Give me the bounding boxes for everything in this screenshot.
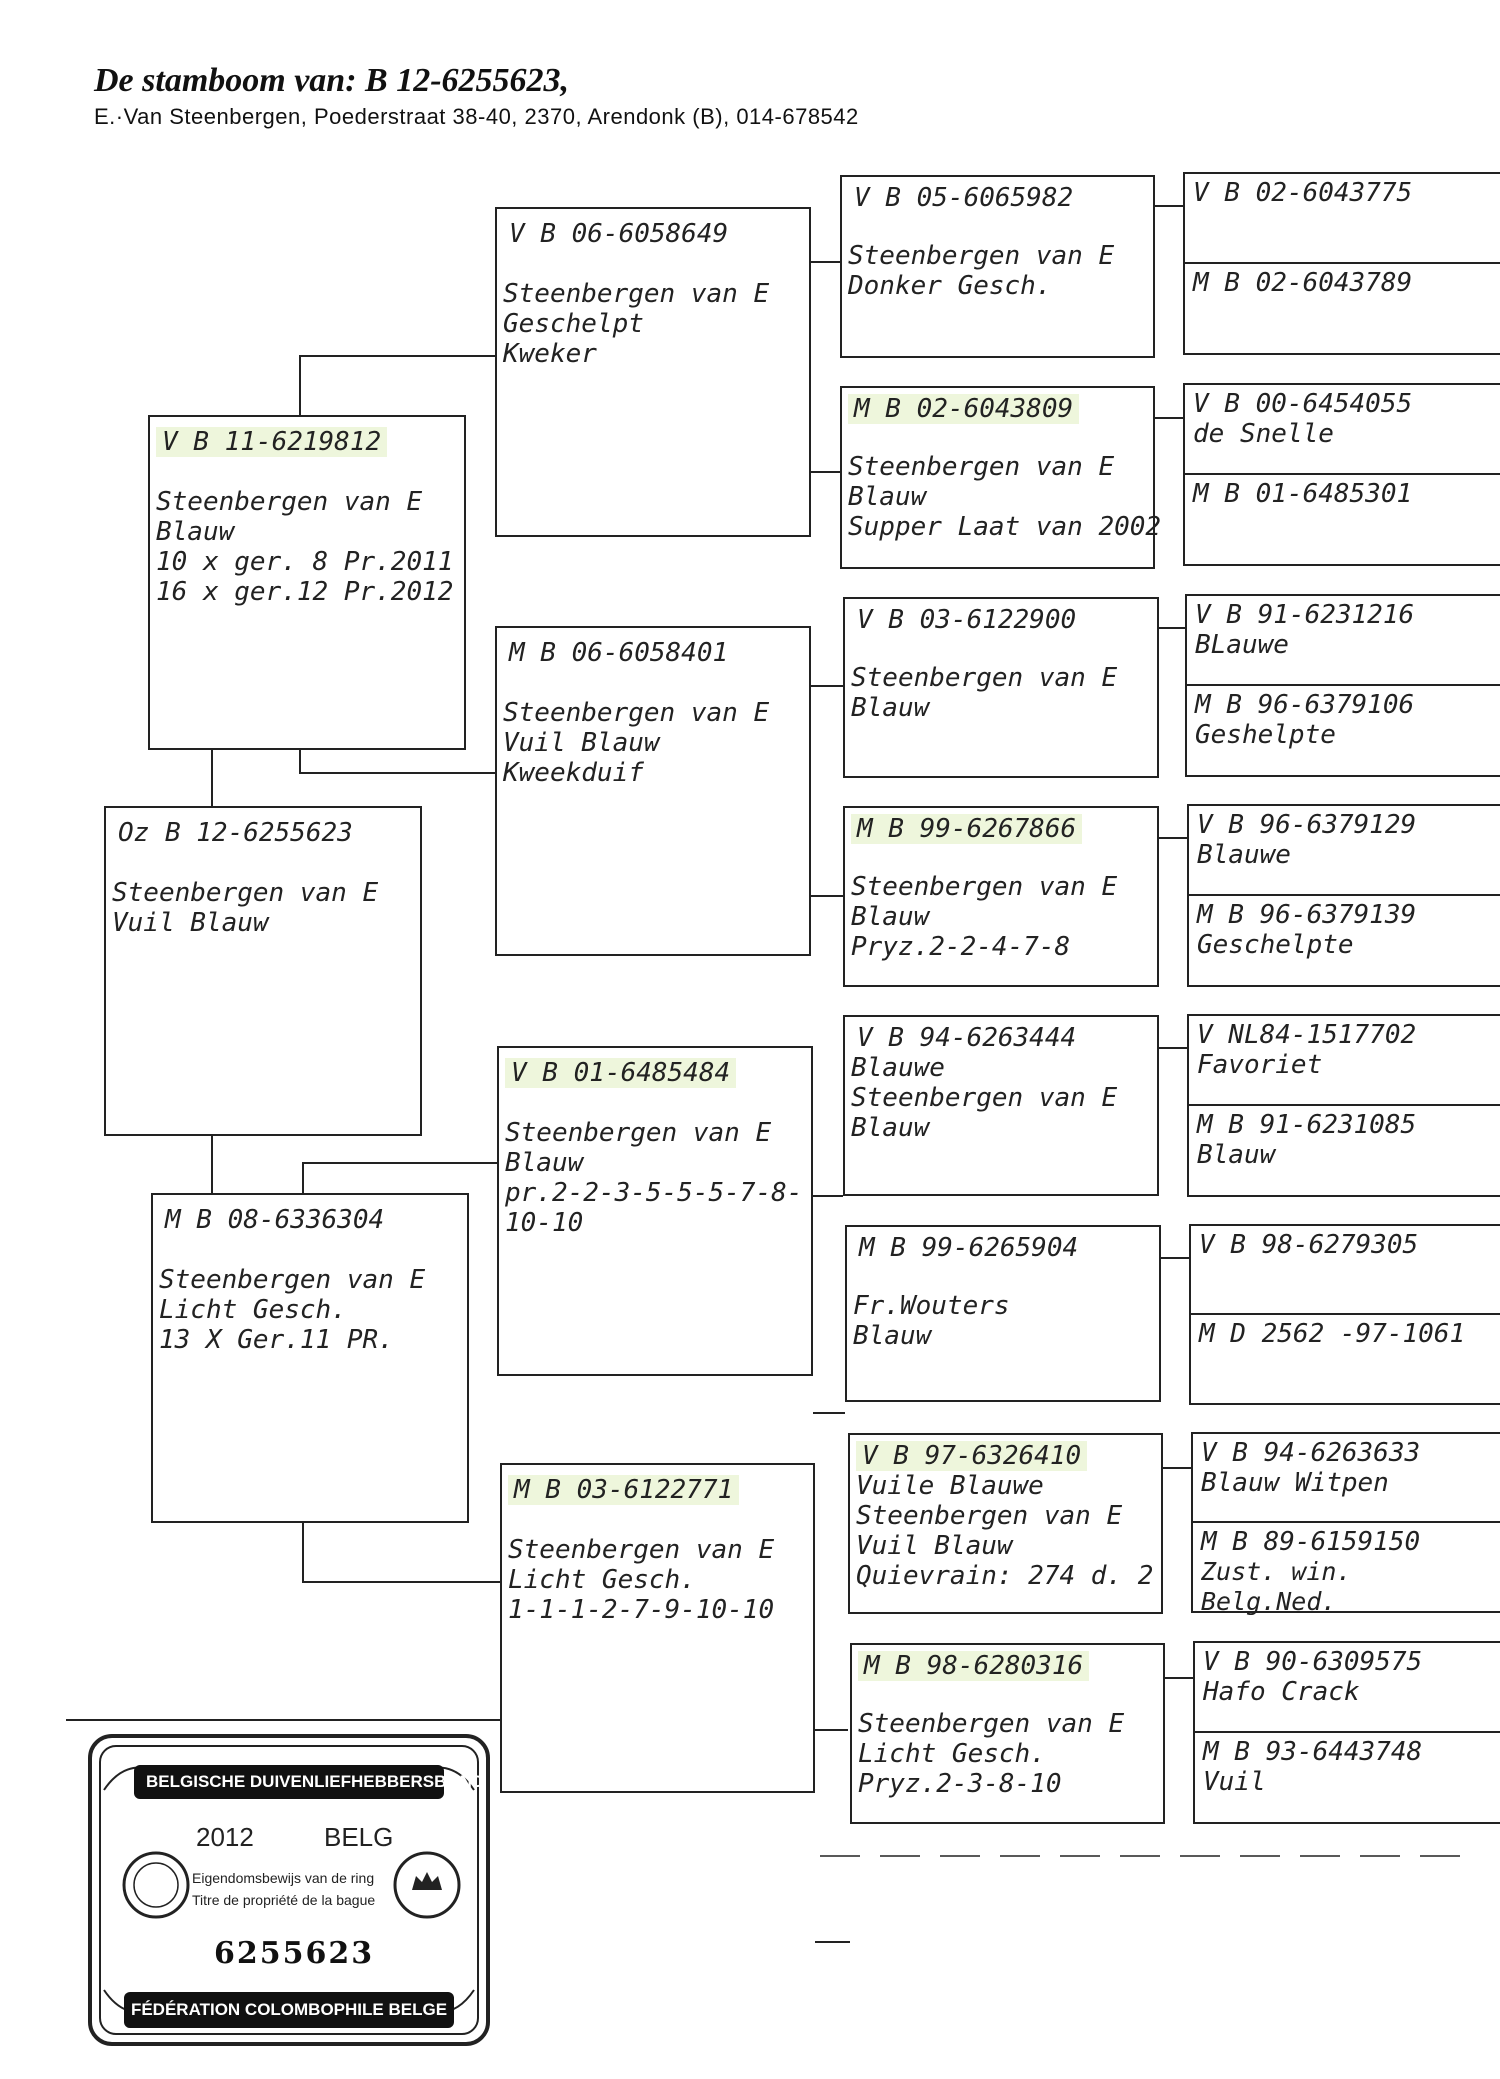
detail-line: Kweker (503, 339, 597, 369)
detail-line: Donker Gesch. (848, 271, 1052, 301)
ring-number: V B 91-6231216 (1195, 600, 1415, 630)
page-title: De stamboom van: B 12-6255623, (94, 62, 570, 99)
detail-line: Blauw (505, 1148, 584, 1178)
detail-line: Steenbergen van E (508, 1535, 775, 1565)
detail-line: Steenbergen van E (505, 1118, 772, 1148)
gg-sire (1189, 806, 1500, 896)
ring-number: V B 01-6485484 (505, 1058, 736, 1088)
detail-line: Blauw Witpen (1201, 1468, 1389, 1498)
card-label-fr: Titre de propriété de la bague (192, 1892, 376, 1908)
detail-line: Hafo Crack (1203, 1677, 1360, 1707)
gg-dam (1195, 1733, 1500, 1823)
detail-line: Blauw (1197, 1139, 1276, 1170)
card-ring-number: 6255623 (214, 1936, 375, 1971)
pedigree-card-gg-grandparents (1187, 1014, 1500, 1197)
ring-number: M B 93-6443748 (1203, 1736, 1423, 1767)
card-org-nl: BELGISCHE DUIVENLIEFHEBBERSBOND (146, 1772, 485, 1791)
detail-line: Vuile Blauwe (856, 1471, 1044, 1501)
detail-line: Licht Gesch. (159, 1295, 347, 1325)
detail-line: Steenbergen van E (159, 1265, 426, 1295)
gg-dam (1189, 896, 1500, 986)
gg-dam (1185, 264, 1500, 354)
connector-line (300, 750, 495, 773)
detail-line: Blauw (851, 902, 930, 932)
ring-number: M B 96-6379106 (1195, 689, 1415, 720)
card-org-fr: FÉDÉRATION COLOMBOPHILE BELGE (130, 2000, 448, 2019)
ring-number: M B 99-6265904 (859, 1233, 1079, 1263)
ring-number: M B 01-6485301 (1193, 478, 1413, 509)
detail-line: Geschelpt (503, 309, 644, 339)
card-label-nl: Eigendomsbewijs van de ring (192, 1870, 375, 1886)
ring-number: M B 02-6043809 (848, 394, 1079, 424)
detail-line: Geschelpte (1197, 929, 1354, 960)
detail-line: Steenbergen van E (156, 487, 423, 517)
pedigree-card-dam (151, 1193, 469, 1523)
gg-sire (1185, 174, 1500, 264)
detail-line: Vuil Blauw (112, 908, 269, 938)
ring-number: M B 03-6122771 (508, 1475, 739, 1505)
ring-number: V B 02-6043775 (1193, 178, 1413, 208)
detail-line: Licht Gesch. (858, 1739, 1046, 1769)
detail-line: Steenbergen van E (851, 1083, 1118, 1113)
detail-line: Blauw (851, 693, 930, 723)
detail-line: Favoriet (1197, 1050, 1323, 1080)
ring-number: V NL84-1517702 (1197, 1020, 1417, 1050)
pedigree-card-subject (104, 806, 422, 1136)
detail-line: Steenbergen van E (848, 241, 1115, 271)
gg-sire (1191, 1226, 1500, 1315)
ring-number: M B 98-6280316 (858, 1651, 1089, 1681)
detail-line: Quievrain: 274 d. 2 (856, 1561, 1154, 1591)
detail-line: Blauw (848, 482, 927, 512)
card-country: BELG (324, 1822, 394, 1852)
detail-line: Blauwe (1197, 840, 1291, 870)
detail-line: 10 x ger. 8 Pr.2011 (156, 547, 454, 577)
ring-number: V B 00-6454055 (1193, 389, 1413, 419)
ring-number: V B 94-6263444 (857, 1023, 1077, 1053)
detail-line: Geshelpte (1195, 719, 1336, 750)
ring-number: M B 06-6058401 (509, 638, 729, 668)
detail-line: Vuil (1203, 1766, 1266, 1797)
detail-line: Fr.Wouters (853, 1291, 1010, 1321)
ring-number: V B 96-6379129 (1197, 810, 1417, 840)
gg-dam (1185, 475, 1500, 565)
ring-number: V B 11-6219812 (156, 427, 387, 457)
detail-line: Steenbergen van E (851, 872, 1118, 902)
detail-line: Blauwe (851, 1053, 945, 1083)
pedigree-card-great-grandparent (843, 597, 1159, 778)
detail-line: Steenbergen van E (851, 663, 1118, 693)
ring-number: M B 96-6379139 (1197, 899, 1417, 930)
pedigree-card-grandparent (500, 1463, 815, 1793)
pedigree-card-gg-grandparents (1185, 594, 1500, 777)
card-year: 2012 (196, 1822, 254, 1852)
detail-line: Blauw (156, 517, 235, 547)
detail-line: Pryz.2-2-4-7-8 (851, 932, 1071, 962)
detail-line: Pryz.2-3-8-10 (858, 1769, 1062, 1799)
connector-line (303, 1523, 500, 1582)
detail-line: Zust. win. Belg.Ned. (1201, 1556, 1352, 1616)
connector-line (300, 356, 495, 415)
ring-number: V B 03-6122900 (857, 605, 1077, 635)
detail-line: Vuil Blauw (856, 1531, 1013, 1561)
gg-sire (1185, 385, 1500, 475)
gg-sire (1195, 1643, 1500, 1733)
pedigree-card-great-grandparent (843, 806, 1159, 987)
detail-line: de Snelle (1193, 419, 1334, 449)
pedigree-card-great-grandparent (845, 1225, 1161, 1402)
ring-number: M B 91-6231085 (1197, 1109, 1417, 1140)
ring-ownership-card (84, 1730, 494, 2050)
connector-line (303, 1163, 497, 1193)
pedigree-card-great-grandparent (850, 1643, 1165, 1824)
ring-number: V B 97-6326410 (856, 1441, 1087, 1471)
detail-line: pr.2-2-3-5-5-5-7-8- (505, 1178, 803, 1208)
detail-line: Supper Laat van 2002 (848, 512, 1162, 542)
detail-line: BLauwe (1195, 630, 1289, 660)
ring-number: Oz B 12-6255623 (118, 818, 353, 848)
ring-number: V B 94-6263633 (1201, 1438, 1421, 1468)
pedigree-card-gg-grandparents (1187, 804, 1500, 987)
ring-number: V B 06-6058649 (509, 219, 729, 249)
gg-sire (1187, 596, 1500, 686)
detail-line: 16 x ger.12 Pr.2012 (156, 577, 454, 607)
pedigree-card-gg-grandparents (1183, 172, 1500, 355)
pedigree-card-sire (148, 415, 466, 750)
ring-number: M B 99-6267866 (851, 814, 1082, 844)
ring-number: M B 08-6336304 (165, 1205, 385, 1235)
pedigree-card-great-grandparent (840, 386, 1162, 569)
ring-number: V B 05-6065982 (854, 183, 1074, 213)
ring-number: M D 2562 -97-1061 (1199, 1318, 1466, 1349)
detail-line: Steenbergen van E (112, 878, 379, 908)
owner-address: E.·Van Steenbergen, Poederstraat 38-40, 2370, Arendonk (B), 014-678542 (94, 104, 859, 129)
detail-line: 13 X Ger.11 PR. (159, 1325, 394, 1355)
gg-dam (1187, 686, 1500, 776)
pedigree-card-great-grandparent (840, 175, 1155, 358)
gg-sire (1189, 1016, 1500, 1106)
detail-line: 1-1-1-2-7-9-10-10 (508, 1595, 775, 1625)
pedigree-card-grandparent (495, 626, 811, 956)
pedigree-card-grandparent (495, 207, 811, 537)
detail-line: Blauw (853, 1321, 932, 1351)
gg-sire (1193, 1434, 1500, 1523)
detail-line: Steenbergen van E (848, 452, 1115, 482)
pedigree-card-great-grandparent (843, 1015, 1159, 1196)
gg-dam (1191, 1315, 1500, 1404)
pedigree-card-gg-grandparents (1193, 1641, 1500, 1824)
pedigree-card-gg-grandparents (1189, 1224, 1500, 1405)
detail-line: Licht Gesch. (508, 1565, 696, 1595)
ring-number: V B 98-6279305 (1199, 1230, 1419, 1260)
detail-line: Steenbergen van E (858, 1709, 1125, 1739)
ring-number: M B 02-6043789 (1193, 267, 1413, 298)
pedigree-card-gg-grandparents (1183, 383, 1500, 566)
detail-line: Vuil Blauw (503, 728, 660, 758)
pedigree-card-great-grandparent (848, 1433, 1163, 1614)
detail-line: Kweekduif (503, 758, 644, 788)
pedigree-card-grandparent (497, 1046, 813, 1376)
ring-number: V B 90-6309575 (1203, 1647, 1423, 1677)
detail-line: Steenbergen van E (856, 1501, 1123, 1531)
gg-dam (1189, 1106, 1500, 1196)
pedigree-card-gg-grandparents (1191, 1432, 1500, 1616)
detail-line: Blauw (851, 1113, 930, 1143)
ring-number: M B 89-6159150 (1201, 1526, 1421, 1557)
detail-line: Steenbergen van E (503, 279, 770, 309)
detail-line: 10-10 (505, 1208, 584, 1238)
gg-dam (1193, 1523, 1500, 1616)
detail-line: Steenbergen van E (503, 698, 770, 728)
